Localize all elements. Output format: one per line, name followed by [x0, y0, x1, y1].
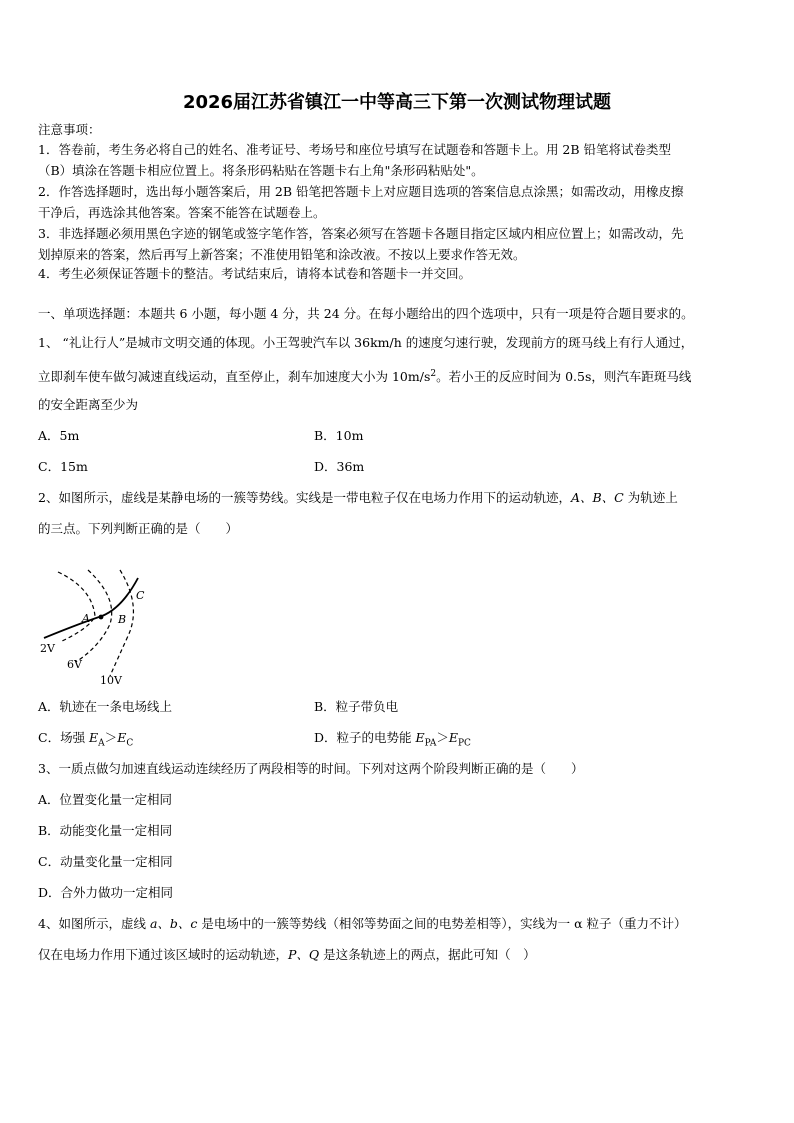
notice-line: 3．非选择题必须用黑色字迹的钢笔或签字笔作答，答案必须写在答题卡各题目指定区域内相应位置上；如需改动，先	[38, 226, 684, 241]
text-run: 为轨迹上	[623, 490, 678, 505]
question-4-text	[38, 916, 687, 932]
notice-line: 1．答卷前，考生务必将自己的姓名、准考证号、考场号和座位号填写在试题卷和答题卡上。用 2B 铅笔将试卷类型	[38, 142, 672, 157]
subscript: C	[126, 738, 134, 749]
subscript: PA	[424, 738, 437, 749]
question-1-text	[38, 366, 691, 385]
question-1-text: 的安全距离至少为	[38, 397, 139, 412]
notice-line: 4．考生必须保证答题卡的整洁。考试结束后，请将本试卷和答题卡一并交回。	[38, 266, 471, 281]
point-c-label: C	[136, 589, 145, 602]
variable-text: E	[117, 730, 127, 745]
text-run: ＞	[104, 730, 118, 745]
notice-line: 划掉原来的答案，然后再写上新答案；不准使用铅笔和涂改液。不按以上要求作答无效。	[38, 247, 526, 262]
text-run: 2、如图所示，虚线是某静电场的一簇等势线。实线是一带电粒子仅在电场力作用下的运动轨迹，	[38, 490, 571, 505]
option-d: D．36m	[314, 459, 365, 474]
figure-svg	[40, 566, 160, 692]
option-d: D．合外力做功一定相同	[38, 885, 174, 900]
subscript: PC	[458, 738, 471, 749]
option-b: B．粒子带负电	[314, 699, 399, 714]
text-run: 4、如图所示，虚线	[38, 916, 150, 931]
potential-2v-label: 2V	[40, 642, 55, 655]
option-c: C．动量变化量一定相同	[38, 854, 173, 869]
point-a-dot	[99, 615, 104, 620]
equipotential-figure	[40, 566, 160, 692]
option-a: A．5m	[38, 428, 80, 443]
notice-heading: 注意事项：	[38, 122, 101, 137]
question-2-text: 的三点。下列判断正确的是（ ）	[38, 521, 239, 536]
variable-text: P、Q	[288, 947, 320, 962]
option-a: A．轨迹在一条电场线上	[38, 699, 173, 714]
text-run: 是电场中的一簇等势线（相邻等势面之间的电势差相等），实线为一 α 粒子（重力不计）	[197, 916, 687, 931]
question-2-text	[38, 490, 678, 506]
option-b: B．10m	[314, 428, 364, 443]
question-1-text: 1、 “礼让行人”是城市文明交通的体现。小王驾驶汽车以 36km/h 的速度匀速行驶，发现前方的斑马线上有行人通过，	[38, 335, 694, 350]
variable-text: a、b、c	[149, 916, 198, 931]
notice-line: 干净后，再选涂其他答案。答案不能答在试题卷上。	[38, 205, 326, 220]
subscript: A	[98, 738, 105, 749]
text-run: ＞	[436, 730, 449, 745]
potential-6v-label: 6V	[67, 658, 82, 671]
option-c: C．15m	[38, 459, 88, 474]
option-b: B．动能变化量一定相同	[38, 823, 173, 838]
question-4-text	[38, 947, 536, 963]
text-run: 立即刹车使车做匀减速直线运动，直至停止，刹车加速度大小为 10m/s	[38, 369, 431, 385]
superscript: 2	[430, 369, 437, 379]
option-a: A．位置变化量一定相同	[38, 792, 173, 807]
text-run: 是这条轨迹上的两点，据此可知（ ）	[319, 947, 536, 962]
section-heading: 一、单项选择题：本题共 6 小题，每小题 4 分，共 24 分。在每小题给出的四个选项中，只有一项是符合题目要求的。	[38, 306, 694, 321]
potential-10v-label: 10V	[100, 674, 122, 687]
notice-line: 2．作答选择题时，选出每小题答案后，用 2B 铅笔把答题卡上对应题目选项的答案信息点涂黑；如需改动，用橡皮擦	[38, 184, 684, 199]
text-run: 仅在电场力作用下通过该区域时的运动轨迹，	[38, 947, 289, 962]
text-run: D．粒子的电势能	[314, 730, 416, 745]
option-d	[314, 730, 471, 752]
point-b-label: B	[118, 613, 127, 626]
text-run: 。若小王的反应时间为 0.5s，则汽车距斑马线	[436, 369, 692, 385]
question-3-text: 3、一质点做匀加速直线运动连续经历了两段相等的时间。下列对这两个阶段判断正确的是（ ）	[38, 761, 584, 776]
equipotential-line-2v	[58, 572, 95, 642]
variable-text: E	[89, 730, 99, 745]
point-a-label: A	[82, 612, 90, 625]
notice-line: （B）填涂在答题卡相应位置上。将条形码粘贴在答题卡右上角"条形码粘贴处"。	[38, 163, 484, 178]
page-title: 2026届江苏省镇江一中等高三下第一次测试物理试题	[182, 92, 612, 113]
variable-text: E	[448, 730, 458, 745]
variable-text: E	[415, 730, 425, 745]
trajectory-line	[44, 578, 138, 638]
option-c	[38, 730, 133, 752]
text-run: C．场强	[38, 730, 90, 745]
variable-text: A、B、C	[570, 490, 624, 505]
